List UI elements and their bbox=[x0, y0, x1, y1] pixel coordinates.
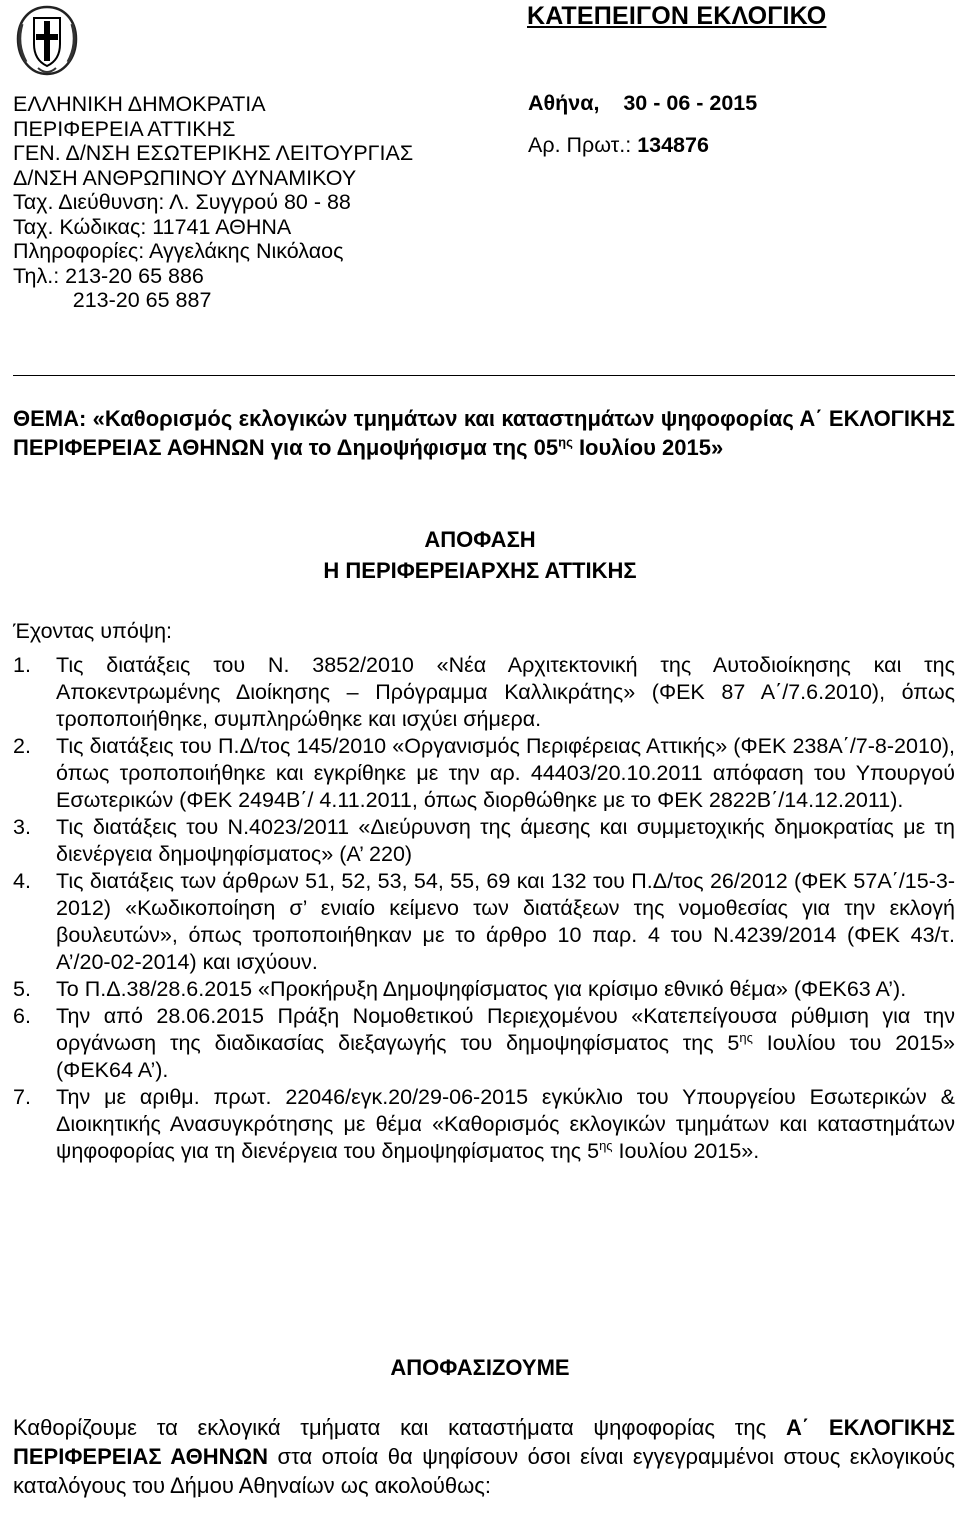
greek-emblem-icon bbox=[12, 4, 82, 78]
list-item bbox=[13, 733, 955, 814]
subject bbox=[13, 404, 955, 462]
decision-title: ΑΠΟΦΑΣΗ bbox=[424, 527, 536, 552]
list-item-text: Τις διατάξεις του Ν.4023/2011 «Διεύρυνση της άμεσης και συμμετοχικής δημοκρατίας με τη διενέργεια δημοψηφίσματος» (Α’ 220) bbox=[56, 815, 955, 866]
list-item-text bbox=[56, 1084, 955, 1165]
postal-code-line: Ταχ. Κώδικας: 11741 ΑΘΗΝΑ bbox=[13, 214, 292, 239]
resolution-text-part: Καθορίζουμε τα εκλογικά τμήματα και καταστήματα ψηφοφορίας της bbox=[13, 1415, 786, 1440]
issuer-line: ΕΛΛΗΝΙΚΗ ΔΗΜΟΚΡΑΤΙΑ bbox=[13, 92, 266, 116]
list-item-text-part: Ιουλίου του 2015» (ΦΕΚ64 Α’). bbox=[56, 1031, 955, 1082]
issuer-line: ΠΕΡΙΦΕΡΕΙΑ ΑΤΤΙΚΗΣ bbox=[13, 116, 236, 141]
list-item-number: 7. bbox=[13, 1085, 31, 1109]
list-item-superscript: ης bbox=[599, 1137, 613, 1153]
issuer-line: ΓΕΝ. Δ/ΝΣΗ ΕΣΩΤΕΡΙΚΗΣ ΛΕΙΤΟΥΡΓΙΑΣ bbox=[13, 141, 414, 165]
list-item-text-part: Την από 28.06.2015 Πράξη Νομοθετικού Περιεχομένου «Κατεπείγουσα ρύθμιση για την οργάνωση της διαδικασίας διεξαγωγής του δημοψηφίσματος της 5 bbox=[56, 1004, 955, 1055]
list-item-superscript: ης bbox=[739, 1029, 753, 1045]
list-item bbox=[13, 1084, 955, 1165]
protocol-number: 134876 bbox=[637, 133, 709, 157]
list-item-number: 5. bbox=[13, 977, 31, 1001]
urgent-title: ΚΑΤΕΠΕΙΓΟΝ ΕΚΛΟΓΙΚΟ bbox=[527, 2, 827, 30]
issuer-block bbox=[13, 92, 513, 313]
list-item-text: Τις διατάξεις του Π.Δ/τος 145/2010 «Οργανισμός Περιφέρειας Αττικής» (ΦΕΚ 238Α΄/7-8-2010), όπως τροποποιήθηκε και εγκρίθηκε με την αρ. 44403/20.10.2011 απόφαση του Υπουργού Εσωτερικών (ΦΕΚ 2494Β΄/ 4.11.2011, όπως διορθώθηκε με το ΦΕΚ 2822Β΄/14.12.2011). bbox=[56, 734, 955, 812]
subject-text: ΘΕΜΑ: «Καθορισμός εκλογικών τμημάτων και καταστημάτων ψηφοφορίας Α΄ ΕΚΛΟΓΙΚΗΣ ΠΕΡΙΦΕΡΕΙΑΣ ΑΘΗΝΩΝ για το Δημοψήφισμα της 05 bbox=[13, 406, 955, 460]
phone-line: Τηλ.: 213-20 65 886 bbox=[13, 263, 204, 288]
phone-line: 213-20 65 887 bbox=[13, 288, 212, 312]
list-item bbox=[13, 976, 955, 1003]
list-item-number: 3. bbox=[13, 815, 31, 839]
resolution-region-name: Α΄ ΕΚΛΟΓΙΚΗΣ ΠΕΡΙΦΕΡΕΙΑΣ ΑΘΗΝΩΝ bbox=[13, 1415, 955, 1469]
list-item bbox=[13, 868, 955, 976]
protocol-label: Αρ. Πρωτ.: bbox=[528, 133, 632, 157]
subject-superscript: ης bbox=[558, 434, 573, 450]
list-item-number: 2. bbox=[13, 734, 31, 758]
date-line bbox=[528, 91, 757, 116]
header-divider bbox=[13, 375, 955, 376]
considering-label: Έχοντας υπόψη: bbox=[13, 619, 173, 643]
list-item bbox=[13, 814, 955, 868]
decision-authority: Η ΠΕΡΙΦΕΡΕΙΑΡΧΗΣ ΑΤΤΙΚΗΣ bbox=[323, 558, 637, 583]
list-item bbox=[13, 652, 955, 733]
list-item-text-part: Την με αριθμ. πρωτ. 22046/εγκ.20/29-06-2015 εγκύκλιο του Υπουργείου Εσωτερικών & Διοικητικής Ανασυγκρότησης με θέμα «Καθορισμός εκλογικών τμημάτων και καταστημάτων ψηφοφορίας για τη διενέργεια του δημοψηφίσματος της 5 bbox=[56, 1085, 955, 1163]
resolution-text-part: στα οποία θα ψηφίσουν όσοι είναι εγγεγραμμένοι στους εκλογικούς καταλόγους του Δήμου Αθηναίων ως ακολούθως: bbox=[13, 1444, 955, 1498]
list-item-text bbox=[56, 1003, 955, 1084]
resolution-text bbox=[13, 1413, 955, 1500]
list-item-text: Το Π.Δ.38/28.6.2015 «Προκήρυξη Δημοψηφίσματος για κρίσιμο εθνικό θέμα» (ΦΕΚ63 Α’). bbox=[56, 977, 907, 1001]
contact-person-line: Πληροφορίες: Αγγελάκης Νικόλαος bbox=[13, 239, 344, 263]
date-value: 30 - 06 - 2015 bbox=[623, 91, 758, 115]
considering-list bbox=[13, 652, 955, 1165]
list-item-text: Τις διατάξεις των άρθρων 51, 52, 53, 54, 55, 69 και 132 του Π.Δ/τος 26/2012 (ΦΕΚ 57Α΄/15-3-2012) «Κωδικοποίηση σ’ ενιαίο κείμενο των διατάξεων της νομοθεσίας για την εκλογή βουλευτών», όπως τροποποιήθηκαν με το άρθρο 10 παρ. 4 του Ν.4239/2014 (ΦΕΚ 43/τ. Α’/20-02-2014) και ισχύουν. bbox=[56, 869, 955, 974]
list-item-text: Τις διατάξεις του Ν. 3852/2010 «Νέα Αρχιτεκτονική της Αυτοδιοίκησης και της Αποκεντρωμένης Διοίκησης – Πρόγραμμα Καλλικράτης» (ΦΕΚ 87 Α΄/7.6.2010), όπως τροποποιήθηκε, συμπληρώθηκε και ισχύει σήμερα. bbox=[56, 653, 955, 731]
list-item-number: 6. bbox=[13, 1004, 31, 1028]
list-item-number: 4. bbox=[13, 869, 31, 893]
resolution-title: ΑΠΟΦΑΣΙΖΟΥΜΕ bbox=[390, 1355, 570, 1380]
list-item-text-part: Ιουλίου 2015». bbox=[612, 1139, 760, 1163]
list-item bbox=[13, 1003, 955, 1084]
protocol-line bbox=[528, 133, 709, 158]
issuer-line: Δ/ΝΣΗ ΑΝΘΡΩΠΙΝΟΥ ΔΥΝΑΜΙΚΟΥ bbox=[13, 165, 357, 190]
subject-text-end: Ιουλίου 2015» bbox=[572, 435, 724, 460]
address-line: Ταχ. Διεύθυνση: Λ. Συγγρού 80 - 88 bbox=[13, 190, 351, 214]
date-label: Αθήνα, bbox=[528, 91, 600, 115]
list-item-number: 1. bbox=[13, 653, 31, 677]
